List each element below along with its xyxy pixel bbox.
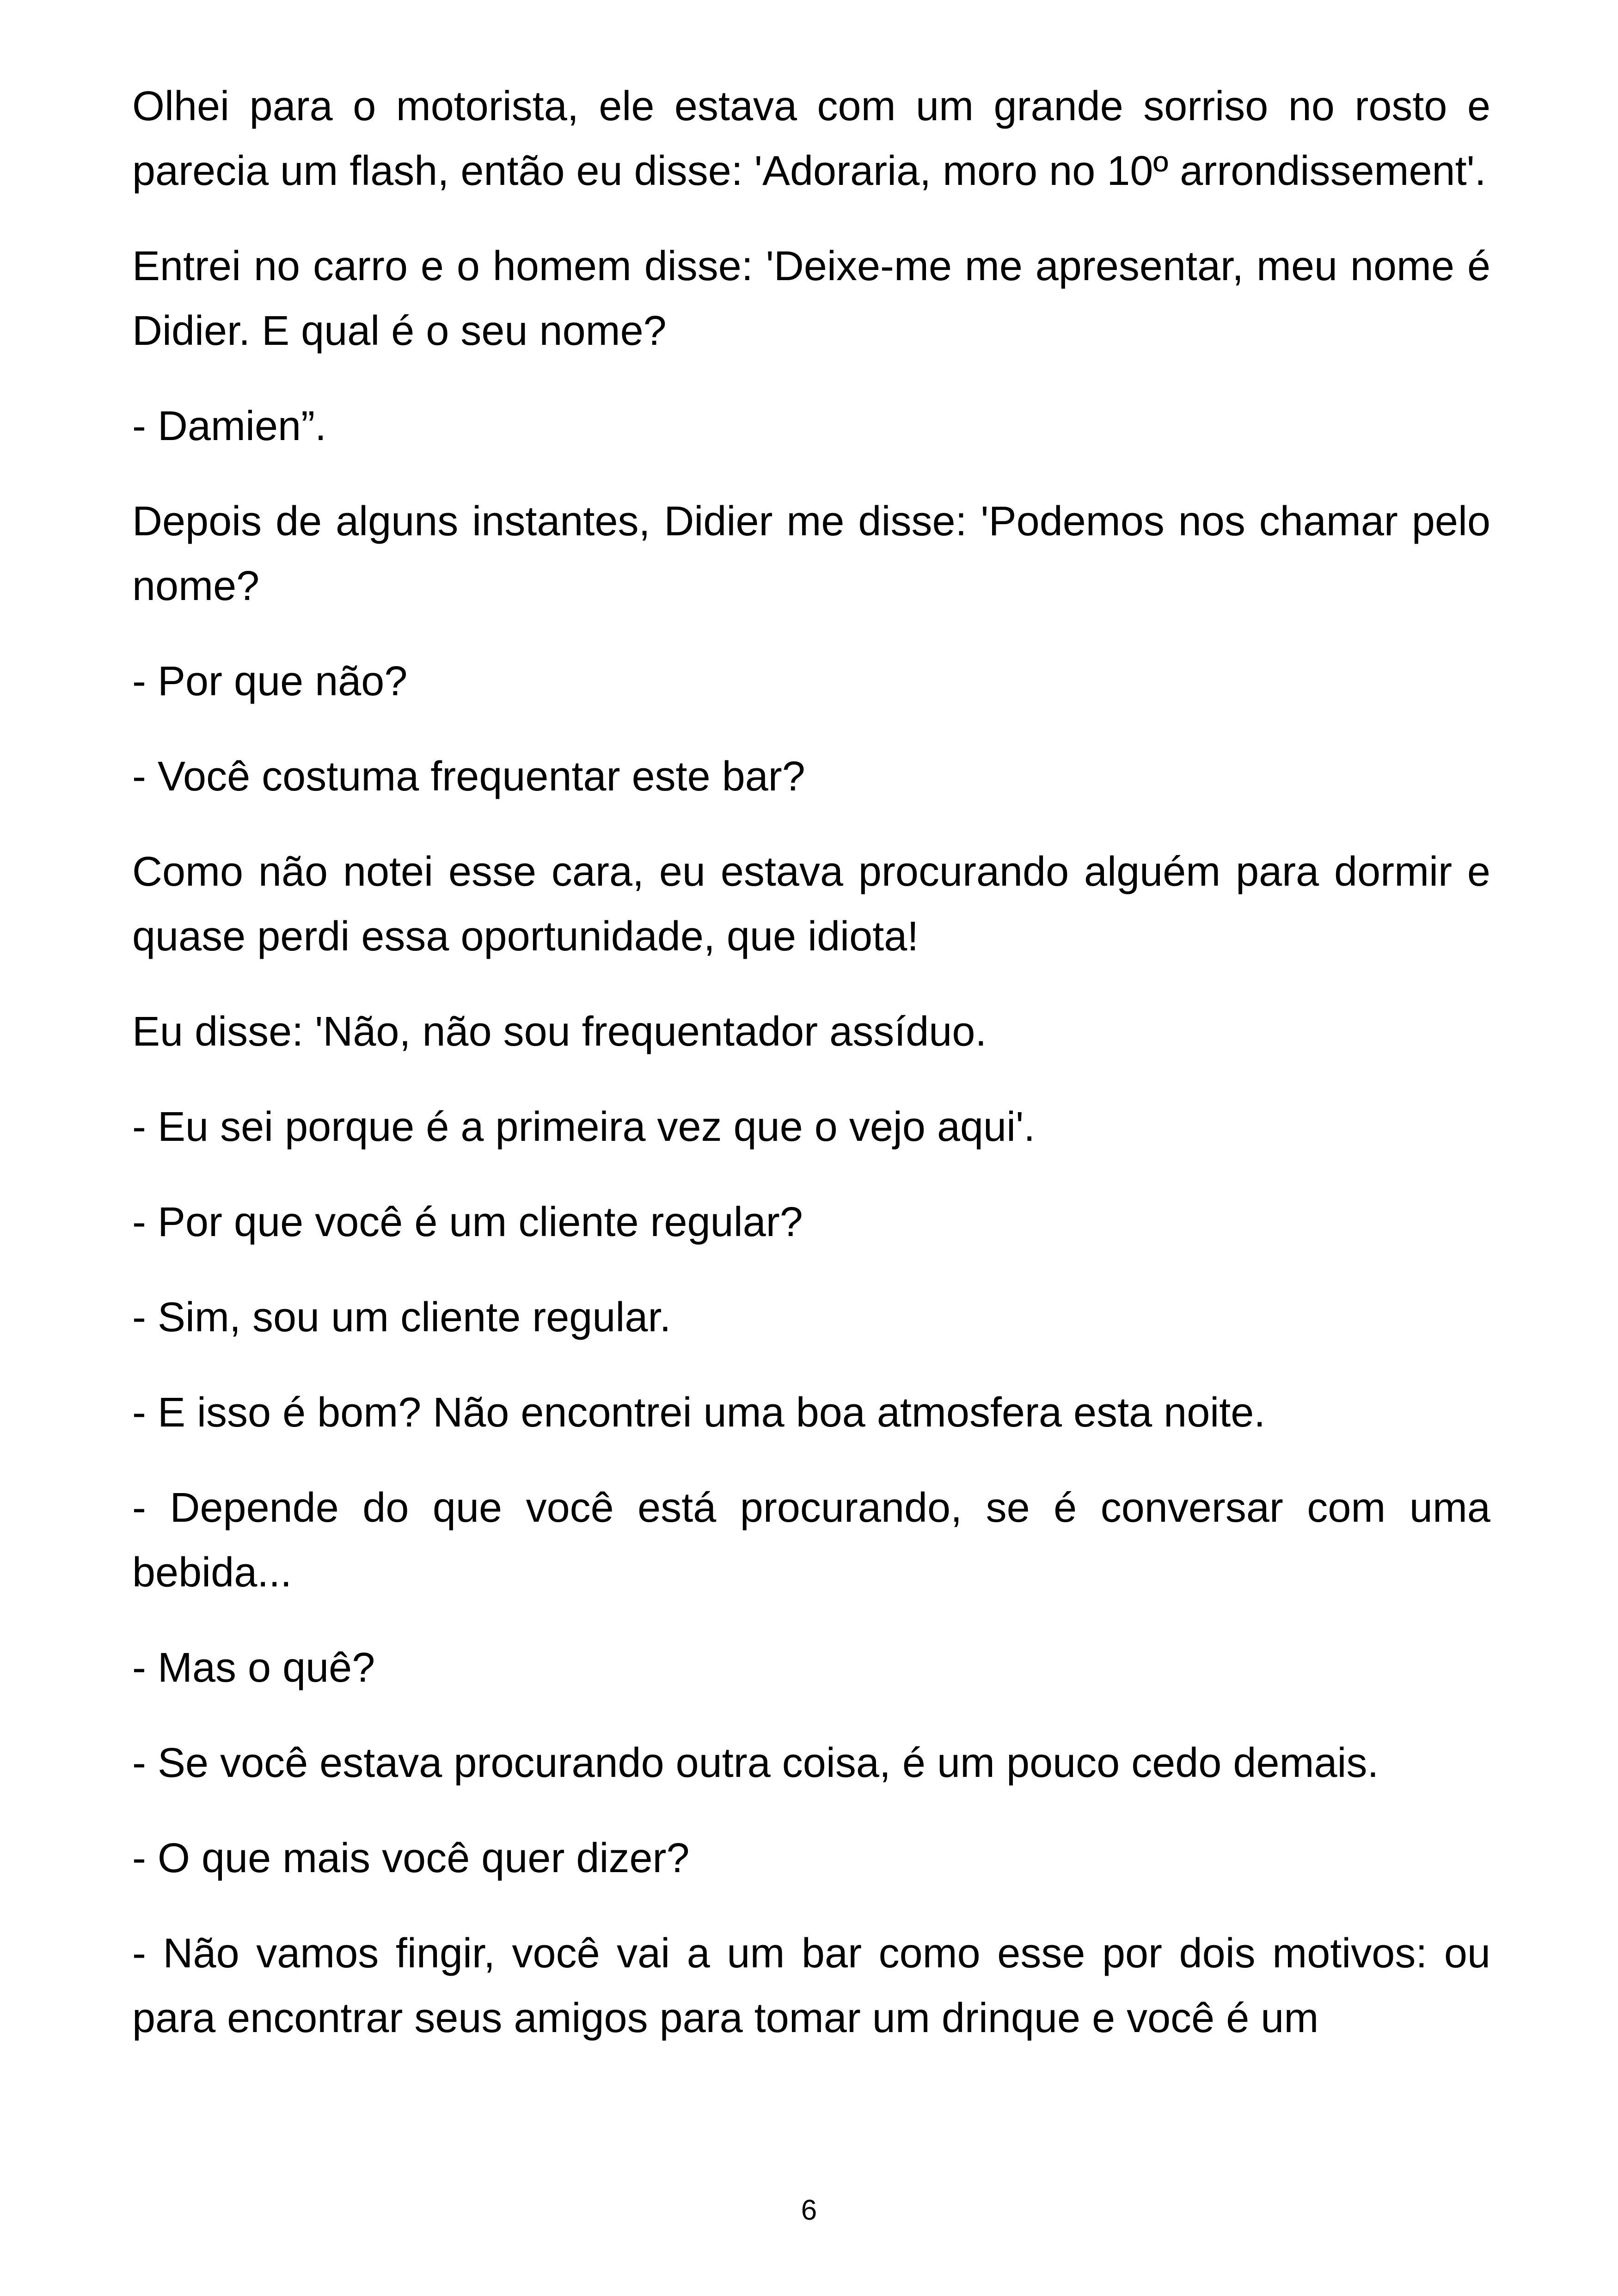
page-number: 6 xyxy=(801,2194,817,2226)
paragraph: - Por que você é um cliente regular? xyxy=(132,1199,803,1245)
paragraph: - Por que não? xyxy=(132,658,408,704)
paragraph: - Mas o quê? xyxy=(132,1645,375,1691)
paragraph: - Não vamos fingir, você vai a um bar como esse por dois motivos: ou para encontrar seus amigos para tomar um drinque e você é um xyxy=(132,1930,1490,2041)
paragraph: Depois de alguns instantes, Didier me disse: 'Podemos nos chamar pelo nome? xyxy=(132,498,1490,609)
paragraph: - Sim, sou um cliente regular. xyxy=(132,1294,671,1341)
paragraph: - Se você estava procurando outra coisa, é um pouco cedo demais. xyxy=(132,1740,1379,1786)
paragraph: Entrei no carro e o homem disse: 'Deixe-me me apresentar, meu nome é Didier. E qual é o seu nome? xyxy=(132,243,1490,354)
paragraph: - E isso é bom? Não encontrei uma boa atmosfera esta noite. xyxy=(132,1390,1266,1436)
paragraph: Olhei para o motorista, ele estava com um grande sorriso no rosto e parecia um flash, então eu disse: 'Adoraria, moro no 10º arrondissement'. xyxy=(132,83,1490,194)
paragraph: - Damien”. xyxy=(132,403,327,449)
paragraph: - Eu sei porque é a primeira vez que o vejo aqui'. xyxy=(132,1104,1036,1150)
paragraph: Eu disse: 'Não, não sou frequentador assíduo. xyxy=(132,1009,987,1055)
paragraph: Como não notei esse cara, eu estava procurando alguém para dormir e quase perdi essa oportunidade, que idiota! xyxy=(132,849,1490,960)
paragraph: - Você costuma frequentar este bar? xyxy=(132,753,805,800)
paragraph: - O que mais você quer dizer? xyxy=(132,1835,690,1881)
paragraph: - Depende do que você está procurando, se é conversar com uma bebida... xyxy=(132,1485,1490,1596)
body-text xyxy=(132,74,1490,2081)
